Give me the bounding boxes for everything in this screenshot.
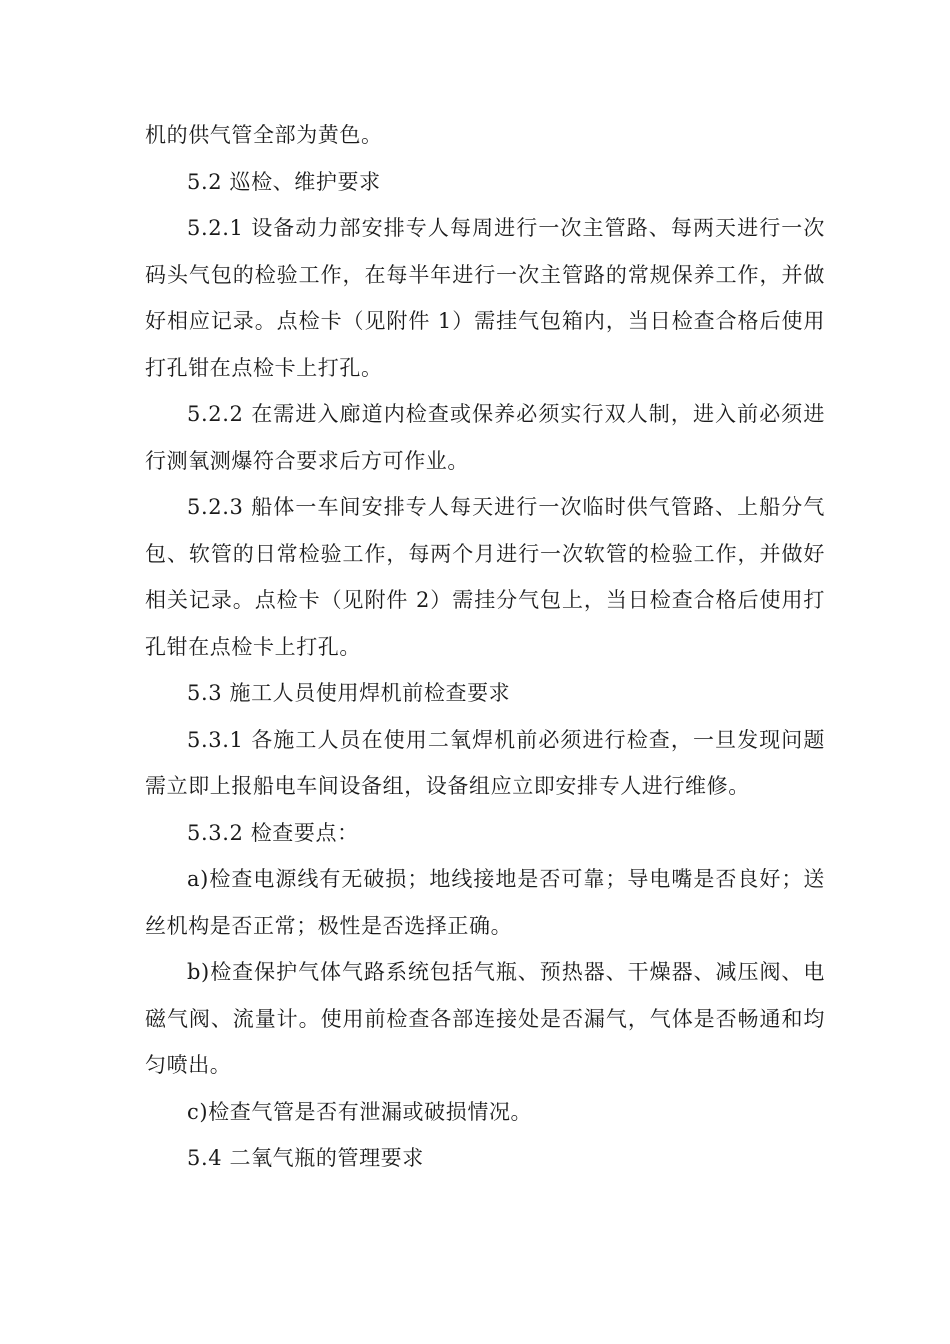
heading-5-3: 5.3 施工人员使用焊机前检查要求 [187,681,511,705]
paragraph-continuation: 机的供气管全部为黄色。 [145,123,383,147]
list-item-a: a)检查电源线有无破损；地线接地是否可靠；导电嘴是否良好；送丝机构是否正常；极性是否选择正确。 [145,867,825,938]
list-item-b: b)检查保护气体气路系统包括气瓶、预热器、干燥器、减压阀、电磁气阀、流量计。使用前检查各部连接处是否漏气，气体是否畅通和均匀喷出。 [145,960,825,1077]
list-item-c: c)检查气管是否有泄漏或破损情况。 [187,1099,533,1124]
paragraph-5-3-1: 5.3.1 各施工人员在使用二氧焊机前必须进行检查，一旦发现问题需立即上报船电车间设备组，设备组应立即安排专人进行维修。 [145,727,825,798]
heading-5-2: 5.2 巡检、维护要求 [187,169,381,194]
document-page [145,112,825,1182]
heading-5-4: 5.4 二氧气瓶的管理要求 [187,1146,424,1170]
paragraph-5-2-3: 5.2.3 船体一车间安排专人每天进行一次临时供气管路、上船分气包、软管的日常检验工作，每两个月进行一次软管的检验工作，并做好相关记录。点检卡（见附件 2）需挂分气包上，当日检查合格后使用打孔钳在点检卡上打孔。 [145,495,825,659]
paragraph-5-2-2: 5.2.2 在需进入廊道内检查或保养必须实行双人制，进入前必须进行测氧测爆符合要求后方可作业。 [145,402,825,473]
paragraph-5-3-2: 5.3.2 检查要点： [187,820,359,845]
paragraph-5-2-1: 5.2.1 设备动力部安排专人每周进行一次主管路、每两天进行一次码头气包的检验工作，在每半年进行一次主管路的常规保养工作，并做好相应记录。点检卡（见附件 1）需挂气包箱内，当日检查合格后使用打孔钳在点检卡上打孔。 [145,216,825,380]
